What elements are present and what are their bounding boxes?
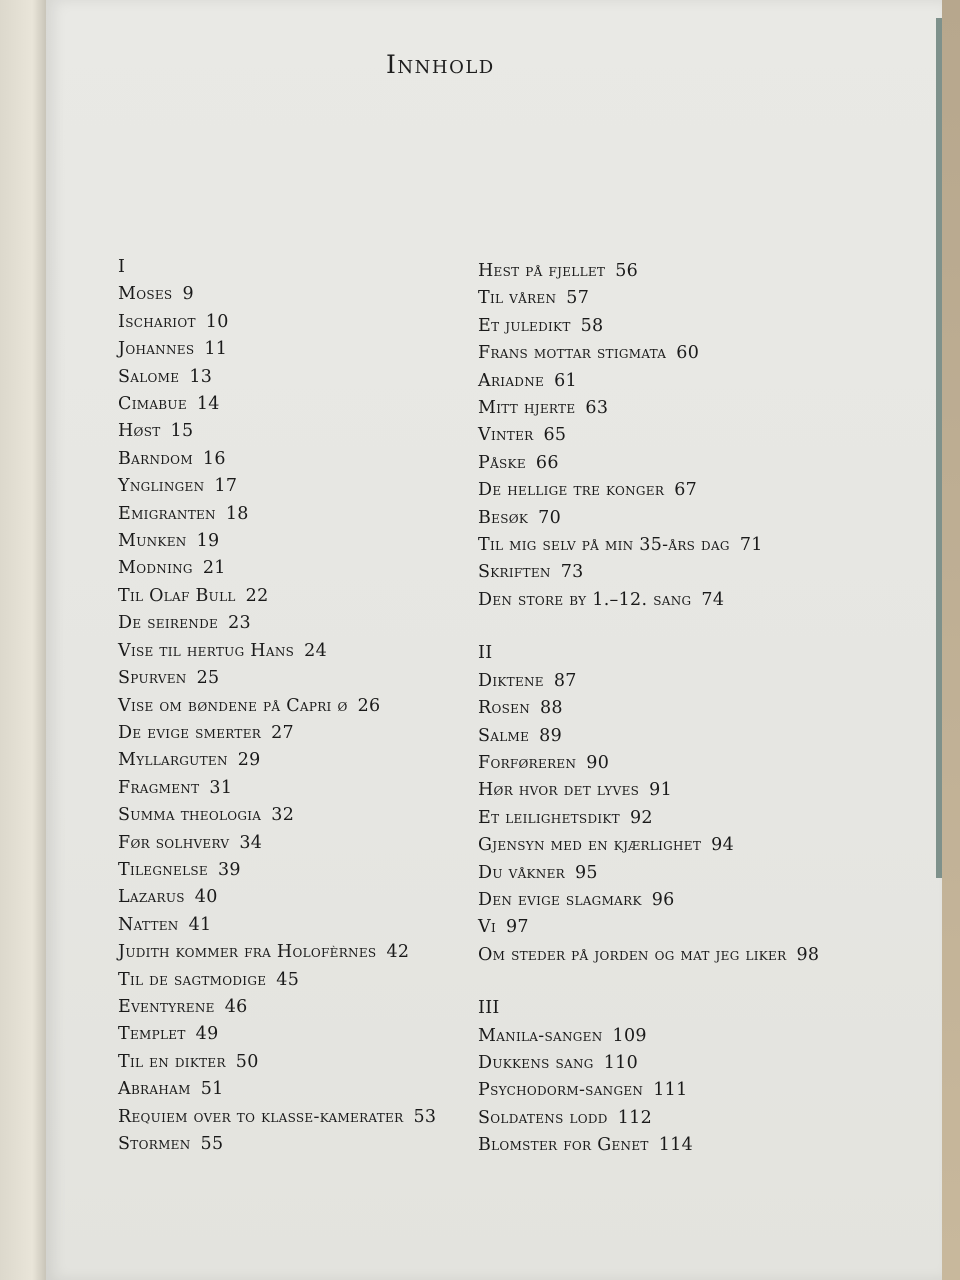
entry-title: Frans mottar stigmata: [478, 343, 667, 364]
entry-title: Besøk: [478, 507, 529, 528]
entry-title: Abraham: [118, 1079, 191, 1100]
entry-page-number: 16: [202, 448, 226, 469]
entry-page-number: 114: [658, 1135, 694, 1156]
section-label: II: [478, 643, 493, 664]
toc-entry: [478, 887, 898, 914]
entry-page-number: 67: [674, 480, 698, 501]
entry-title: Ynglingen: [118, 476, 205, 497]
entry-title: Mitt hjerte: [478, 398, 576, 419]
toc-entry: [478, 1077, 898, 1104]
entry-page-number: 55: [200, 1134, 224, 1154]
toc-entry: [478, 395, 898, 422]
entry-title: Dukkens sang: [478, 1052, 594, 1073]
toc-entry: [478, 1105, 898, 1132]
toc-entry: [118, 281, 538, 308]
toc-entry: [478, 477, 898, 504]
entry-title: Myllarguten: [118, 750, 228, 771]
entry-page-number: 21: [202, 558, 226, 579]
toc-entry: [118, 830, 538, 857]
entry-page-number: 23: [228, 613, 251, 634]
entry-page-number: 22: [245, 585, 269, 606]
entry-title: Cimabue: [118, 394, 187, 415]
entry-page-number: 61: [554, 370, 577, 391]
section-gap: [478, 614, 898, 640]
toc-entry: [118, 720, 538, 747]
entry-title: Fragment: [118, 777, 200, 798]
entry-page-number: 91: [649, 780, 673, 801]
entry-title: Spurven: [118, 668, 187, 689]
entry-page-number: 63: [585, 398, 609, 419]
entry-title: Moses: [118, 284, 173, 305]
entry-title: Den store by 1.–12. sang: [478, 589, 692, 610]
entry-page-number: 112: [617, 1107, 653, 1128]
toc-entry: [478, 777, 898, 804]
entry-title: Munken: [118, 531, 187, 552]
entry-page-number: 13: [189, 366, 213, 387]
toc-entry: [478, 505, 898, 532]
entry-title: Hør hvor det lyves: [478, 780, 640, 801]
toc-entry: [478, 860, 898, 887]
entry-title: Barndom: [118, 448, 193, 469]
entry-title: Den evige slagmark: [478, 889, 642, 910]
section-label: III: [478, 998, 500, 1019]
entry-page-number: 66: [535, 452, 559, 473]
entry-page-number: 95: [575, 862, 598, 883]
entry-page-number: 39: [217, 859, 241, 880]
entry-title: Summa theologia: [118, 805, 262, 826]
toc-entry: [118, 884, 538, 911]
entry-page-number: 27: [271, 722, 294, 743]
entry-page-number: 73: [560, 562, 584, 583]
toc-entry: [478, 532, 842, 559]
toc-entry: [118, 364, 538, 391]
entry-title: Et juledikt: [478, 315, 571, 336]
table-surface: [942, 0, 960, 1280]
entry-page-number: 19: [196, 531, 220, 552]
entry-title: Til våren: [478, 288, 557, 309]
toc-entry: [118, 391, 538, 418]
toc-entry: [118, 1131, 538, 1158]
entry-title: Modning: [118, 558, 193, 579]
contents-column-left: [118, 254, 538, 1158]
toc-entry: [118, 1021, 538, 1048]
entry-page-number: 94: [711, 835, 735, 856]
entry-title: Vise til hertug Hans: [118, 640, 295, 661]
entry-title: Ariadne: [478, 370, 545, 391]
entry-page-number: 29: [237, 750, 261, 771]
left-page-edge: [0, 0, 46, 1280]
entry-page-number: 10: [205, 311, 229, 332]
toc-entry: [478, 832, 898, 859]
toc-entry: [118, 747, 538, 774]
toc-entry: [118, 528, 538, 555]
entry-title: Requiem over to klasse-kamerater: [118, 1106, 404, 1127]
entry-page-number: 96: [651, 889, 675, 910]
entry-title: De evige smerter: [118, 722, 262, 743]
entry-title: Før solhverv: [118, 832, 230, 853]
section-label: I: [118, 257, 126, 277]
entry-title: Tilegnelse: [118, 859, 208, 880]
entry-title: Du våkner: [478, 862, 565, 883]
entry-title: Om steder på jorden og mat jeg liker: [478, 944, 787, 965]
toc-entry: [118, 610, 538, 637]
toc-entry: [478, 559, 898, 586]
entry-title: Påske: [478, 452, 526, 473]
entry-page-number: 41: [188, 914, 212, 935]
entry-page-number: 98: [796, 944, 820, 965]
entry-page-number: 46: [224, 996, 248, 1017]
toc-entry: [478, 805, 898, 832]
entry-page-number: 89: [539, 725, 563, 746]
entry-title: De hellige tre konger: [478, 480, 665, 501]
toc-entry: [118, 501, 538, 528]
entry-title: Templet: [118, 1024, 186, 1045]
toc-entry: [478, 914, 898, 941]
toc-entry: [118, 802, 538, 829]
toc-entry: [478, 587, 898, 614]
entry-page-number: 110: [603, 1052, 639, 1073]
entry-page-number: 87: [553, 670, 577, 691]
entry-page-number: 42: [386, 942, 410, 963]
toc-entry: [478, 450, 898, 477]
entry-title: Judith kommer fra Holofèrnes: [118, 942, 377, 963]
entry-page-number: 32: [271, 805, 295, 826]
toc-entry: [478, 368, 898, 395]
entry-title: Psychodorm-sangen: [478, 1080, 644, 1101]
toc-entry: [118, 555, 538, 582]
toc-entry: [118, 446, 538, 473]
toc-entry: [478, 1132, 898, 1159]
entry-page-number: 11: [204, 339, 228, 360]
toc-entry: [118, 994, 538, 1021]
toc-entry: [118, 939, 482, 966]
entry-title: Emigranten: [118, 503, 216, 524]
page-title: Innhold: [386, 50, 495, 79]
entry-page-number: 17: [214, 476, 238, 497]
entry-title: Vinter: [478, 425, 534, 446]
entry-page-number: 53: [413, 1106, 437, 1127]
toc-entry: [118, 775, 538, 802]
toc-entry: [478, 285, 898, 312]
toc-entry: [478, 942, 842, 969]
entry-title: Til mig selv på min 35-års dag: [478, 535, 730, 556]
entry-title: Salme: [478, 725, 530, 746]
entry-page-number: 50: [235, 1051, 259, 1072]
entry-title: Stormen: [118, 1134, 191, 1154]
entry-title: Vi: [478, 917, 496, 938]
toc-entry: [118, 336, 538, 363]
toc-entry: [118, 1049, 538, 1076]
toc-entry: [118, 418, 538, 445]
toc-entry: [118, 309, 538, 336]
entry-title: Salome: [118, 366, 180, 387]
entry-title: Et leilighetsdikt: [478, 807, 620, 828]
entry-title: Hest på fjellet: [478, 261, 606, 281]
toc-entry: [478, 695, 898, 722]
section-gap: [478, 969, 898, 995]
toc-entry: [478, 1023, 898, 1050]
entry-page-number: 90: [586, 752, 610, 773]
entry-page-number: 45: [276, 969, 300, 990]
entry-page-number: 109: [612, 1025, 647, 1046]
entry-title: Høst: [118, 421, 161, 442]
entry-title: De seirende: [118, 613, 219, 634]
entry-page-number: 15: [170, 421, 194, 442]
entry-page-number: 71: [739, 535, 763, 556]
entry-title: Forføreren: [478, 752, 577, 773]
entry-page-number: 9: [182, 284, 194, 305]
toc-entry: [478, 313, 898, 340]
entry-title: Skriften: [478, 562, 551, 583]
entry-page-number: 25: [196, 668, 220, 689]
entry-title: Soldatens lodd: [478, 1107, 608, 1128]
toc-entry: [118, 665, 538, 692]
toc-entry: [118, 967, 538, 994]
entry-page-number: 31: [209, 777, 233, 798]
entry-page-number: 70: [538, 507, 562, 528]
entry-title: Vise om bøndene på Capri ø: [118, 695, 348, 716]
entry-title: Blomster for Genet: [478, 1135, 649, 1156]
entry-page-number: 88: [540, 698, 563, 719]
entry-title: Til Olaf Bull: [118, 585, 236, 606]
toc-entry: [118, 1104, 482, 1131]
entry-page-number: 65: [543, 425, 567, 446]
contents-column-right: [478, 258, 898, 1160]
toc-entry: [118, 693, 538, 720]
toc-entry: [118, 473, 538, 500]
toc-entry: [118, 912, 538, 939]
entry-title: Til de sagtmodige: [118, 969, 267, 990]
entry-page-number: 60: [676, 343, 700, 364]
entry-title: Til en dikter: [118, 1051, 226, 1072]
toc-entry: [118, 857, 538, 884]
entry-page-number: 74: [701, 589, 725, 610]
entry-page-number: 97: [505, 917, 529, 938]
entry-page-number: 34: [239, 832, 263, 853]
toc-entry: [478, 340, 898, 367]
entry-page-number: 92: [629, 807, 653, 828]
entry-title: Gjensyn med en kjærlighet: [478, 835, 702, 856]
entry-page-number: 49: [195, 1024, 219, 1045]
entry-page-number: 24: [304, 640, 328, 661]
toc-entry: [478, 1050, 898, 1077]
toc-entry: [478, 750, 898, 777]
entry-title: Natten: [118, 914, 179, 935]
entry-title: Manila-sangen: [478, 1025, 603, 1046]
entry-title: Eventyrene: [118, 996, 215, 1017]
toc-entry: [478, 668, 898, 695]
toc-entry: [478, 258, 898, 285]
entry-title: Lazarus: [118, 887, 185, 908]
toc-entry: [118, 1076, 538, 1103]
entry-page-number: 40: [194, 887, 218, 908]
entry-title: Diktene: [478, 670, 544, 691]
entry-page-number: 14: [196, 394, 220, 415]
toc-entry: [118, 583, 538, 610]
entry-page-number: 56: [615, 261, 639, 281]
toc-entry: [478, 422, 898, 449]
entry-page-number: 51: [200, 1079, 224, 1100]
entry-title: Johannes: [118, 339, 195, 360]
entry-page-number: 57: [566, 288, 590, 309]
entry-page-number: 18: [225, 503, 249, 524]
entry-title: Ischariot: [118, 311, 196, 332]
toc-entry: [478, 723, 898, 750]
entry-page-number: 26: [357, 695, 381, 716]
entry-page-number: 111: [653, 1080, 688, 1101]
toc-entry: [118, 638, 538, 665]
entry-title: Rosen: [478, 698, 530, 719]
entry-page-number: 58: [580, 315, 604, 336]
